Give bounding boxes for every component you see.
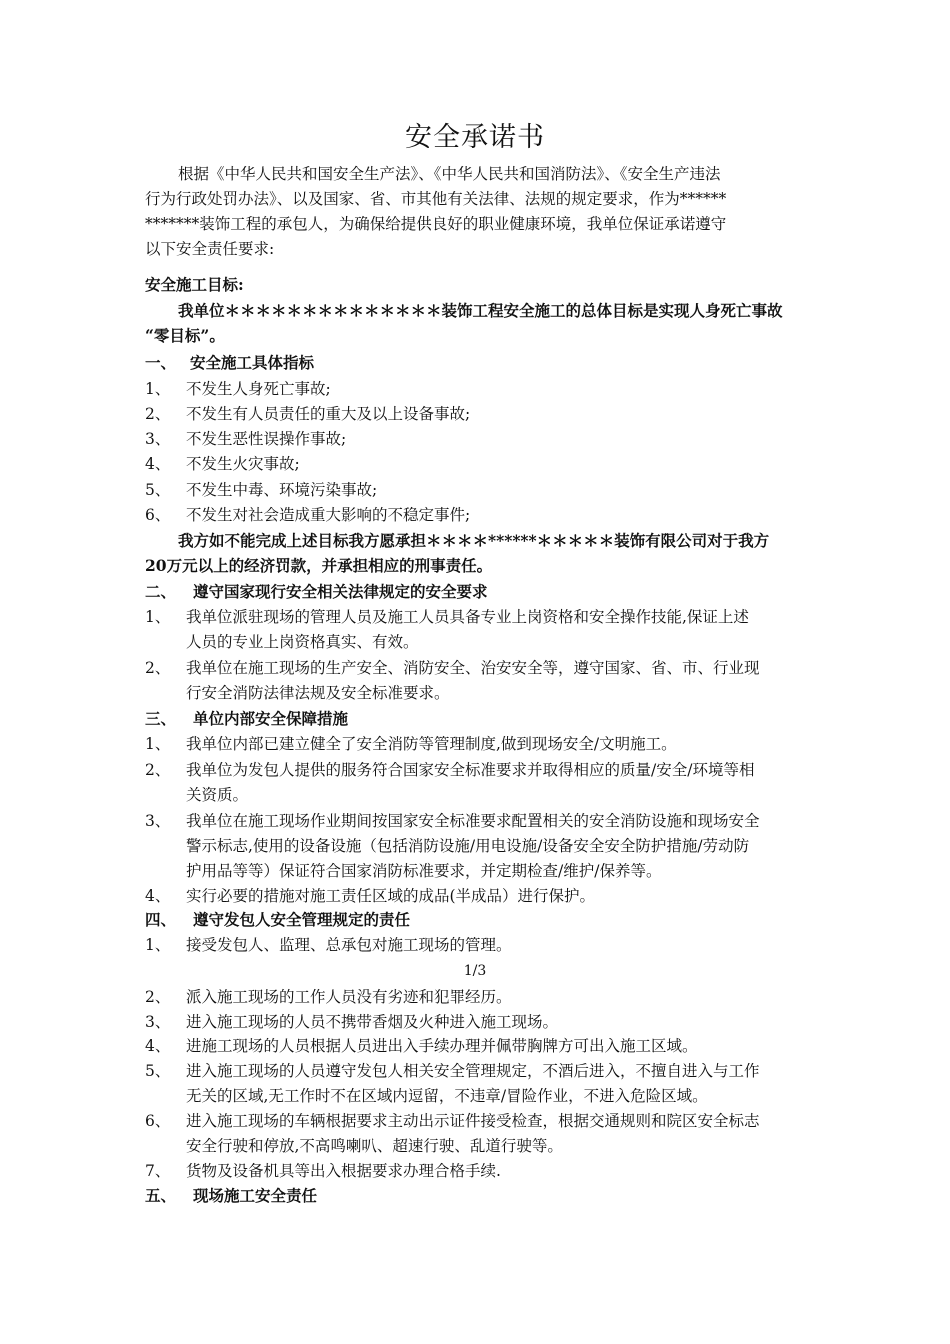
list-item: 进入施工现场的人员不携带香烟及火种进入施工现场。: [186, 1013, 559, 1031]
page-title: 安全承诺书: [405, 122, 545, 153]
item-number: 5、: [145, 1062, 171, 1080]
section-title: 遵守发包人安全管理规定的责任: [193, 910, 411, 929]
list-item-cont: 人员的专业上岗资格真实、有效。: [186, 633, 419, 651]
section-title: 遵守国家现行安全相关法律规定的安全要求: [193, 582, 488, 601]
penalty-text: 20万元以上的经济罚款，并承担相应的刑事责任。: [145, 556, 493, 575]
goal-heading: 安全施工目标:: [145, 275, 244, 294]
item-number: 1、: [145, 380, 171, 398]
list-item: 我单位内部已建立健全了安全消防等管理制度,做到现场安全/文明施工。: [186, 735, 677, 753]
list-item: 我单位为发包人提供的服务符合国家安全标准要求并取得相应的质量/安全/环境等相: [186, 761, 755, 779]
list-item: 实行必要的措施对施工责任区域的成品(半成品）进行保护。: [186, 887, 596, 905]
penalty-text: 我方如不能完成上述目标我方愿承担＊＊＊＊******＊＊＊＊＊装饰有限公司对于我方: [178, 531, 770, 550]
intro-line: *******装饰工程的承包人，为确保给提供良好的职业健康环境，我单位保证承诺遵守: [145, 215, 727, 233]
intro-line: 根据《中华人民共和国安全生产法》、《中华人民共和国消防法》、《安全生产违法: [178, 165, 721, 183]
list-item-cont: 安全行驶和停放,不高鸣喇叭、超速行驶、乱道行驶等。: [186, 1137, 563, 1155]
item-number: 6、: [145, 506, 171, 524]
item-number: 2、: [145, 659, 171, 677]
list-item: 不发生中毒、环境污染事故;: [186, 481, 378, 499]
item-number: 1、: [145, 735, 171, 753]
item-number: 1、: [145, 608, 171, 626]
goal-text: “零目标”。: [145, 326, 225, 345]
section-title: 单位内部安全保障措施: [193, 709, 349, 728]
list-item-cont: 无关的区域,无工作时不在区域内逗留，不违章/冒险作业，不进入危险区域。: [186, 1087, 708, 1105]
section-number: 五、: [145, 1186, 177, 1205]
item-number: 5、: [145, 481, 171, 499]
list-item: 进入施工现场的车辆根据要求主动出示证件接受检查，根据交通规则和院区安全标志: [186, 1112, 760, 1130]
list-item: 不发生火灾事故;: [186, 455, 300, 473]
page-number: 1/3: [463, 963, 487, 979]
item-number: 7、: [145, 1162, 171, 1180]
intro-line: 行为行政处罚办法》、以及国家、省、市其他有关法律、法规的规定要求，作为******: [145, 190, 727, 208]
item-number: 2、: [145, 761, 171, 779]
item-number: 2、: [145, 988, 171, 1006]
list-item-cont: 警示标志,使用的设备设施（包括消防设施/用电设施/设备安全安全防护措施/劳动防: [186, 837, 750, 855]
section-number: 三、: [145, 709, 177, 728]
item-number: 3、: [145, 430, 171, 448]
section-title: 安全施工具体指标: [190, 353, 315, 372]
section-number: 一、: [145, 353, 177, 372]
list-item: 货物及设备机具等出入根据要求办理合格手续.: [186, 1162, 501, 1180]
goal-text: 我单位＊＊＊＊＊＊＊＊＊＊＊＊＊＊装饰工程安全施工的总体目标是实现人身死亡事故: [178, 301, 783, 320]
item-number: 6、: [145, 1112, 171, 1130]
list-item: 我单位在施工现场的生产安全、消防安全、治安安全等，遵守国家、省、市、行业现: [186, 659, 760, 677]
list-item: 不发生人身死亡事故;: [186, 380, 331, 398]
list-item: 不发生恶性误操作事故;: [186, 430, 347, 448]
item-number: 4、: [145, 1037, 171, 1055]
item-number: 1、: [145, 936, 171, 954]
list-item: 派入施工现场的工作人员没有劣迹和犯罪经历。: [186, 988, 512, 1006]
item-number: 4、: [145, 887, 171, 905]
intro-line: 以下安全责任要求:: [145, 240, 275, 258]
list-item: 进入施工现场的人员遵守发包人相关安全管理规定，不酒后进入，不擅自进入与工作: [186, 1062, 760, 1080]
list-item: 不发生有人员责任的重大及以上设备事故;: [186, 405, 471, 423]
section-title: 现场施工安全责任: [193, 1186, 318, 1205]
section-number: 四、: [145, 910, 177, 929]
item-number: 4、: [145, 455, 171, 473]
section-number: 二、: [145, 582, 177, 601]
list-item: 进施工现场的人员根据人员进出入手续办理并佩带胸牌方可出入施工区域。: [186, 1037, 698, 1055]
item-number: 2、: [145, 405, 171, 423]
item-number: 3、: [145, 1013, 171, 1031]
list-item: 我单位在施工现场作业期间按国家安全标准要求配置相关的安全消防设施和现场安全: [186, 812, 760, 830]
list-item: 我单位派驻现场的管理人员及施工人员具备专业上岗资格和安全操作技能,保证上述: [186, 608, 749, 626]
list-item-cont: 关资质。: [186, 786, 249, 804]
list-item-cont: 行安全消防法律法规及安全标准要求。: [186, 684, 450, 702]
list-item: 不发生对社会造成重大影响的不稳定事件;: [186, 506, 471, 524]
list-item-cont: 护用品等等）保证符合国家消防标准要求，并定期检查/维护/保养等。: [186, 862, 662, 880]
item-number: 3、: [145, 812, 171, 830]
list-item: 接受发包人、监理、总承包对施工现场的管理。: [186, 936, 512, 954]
